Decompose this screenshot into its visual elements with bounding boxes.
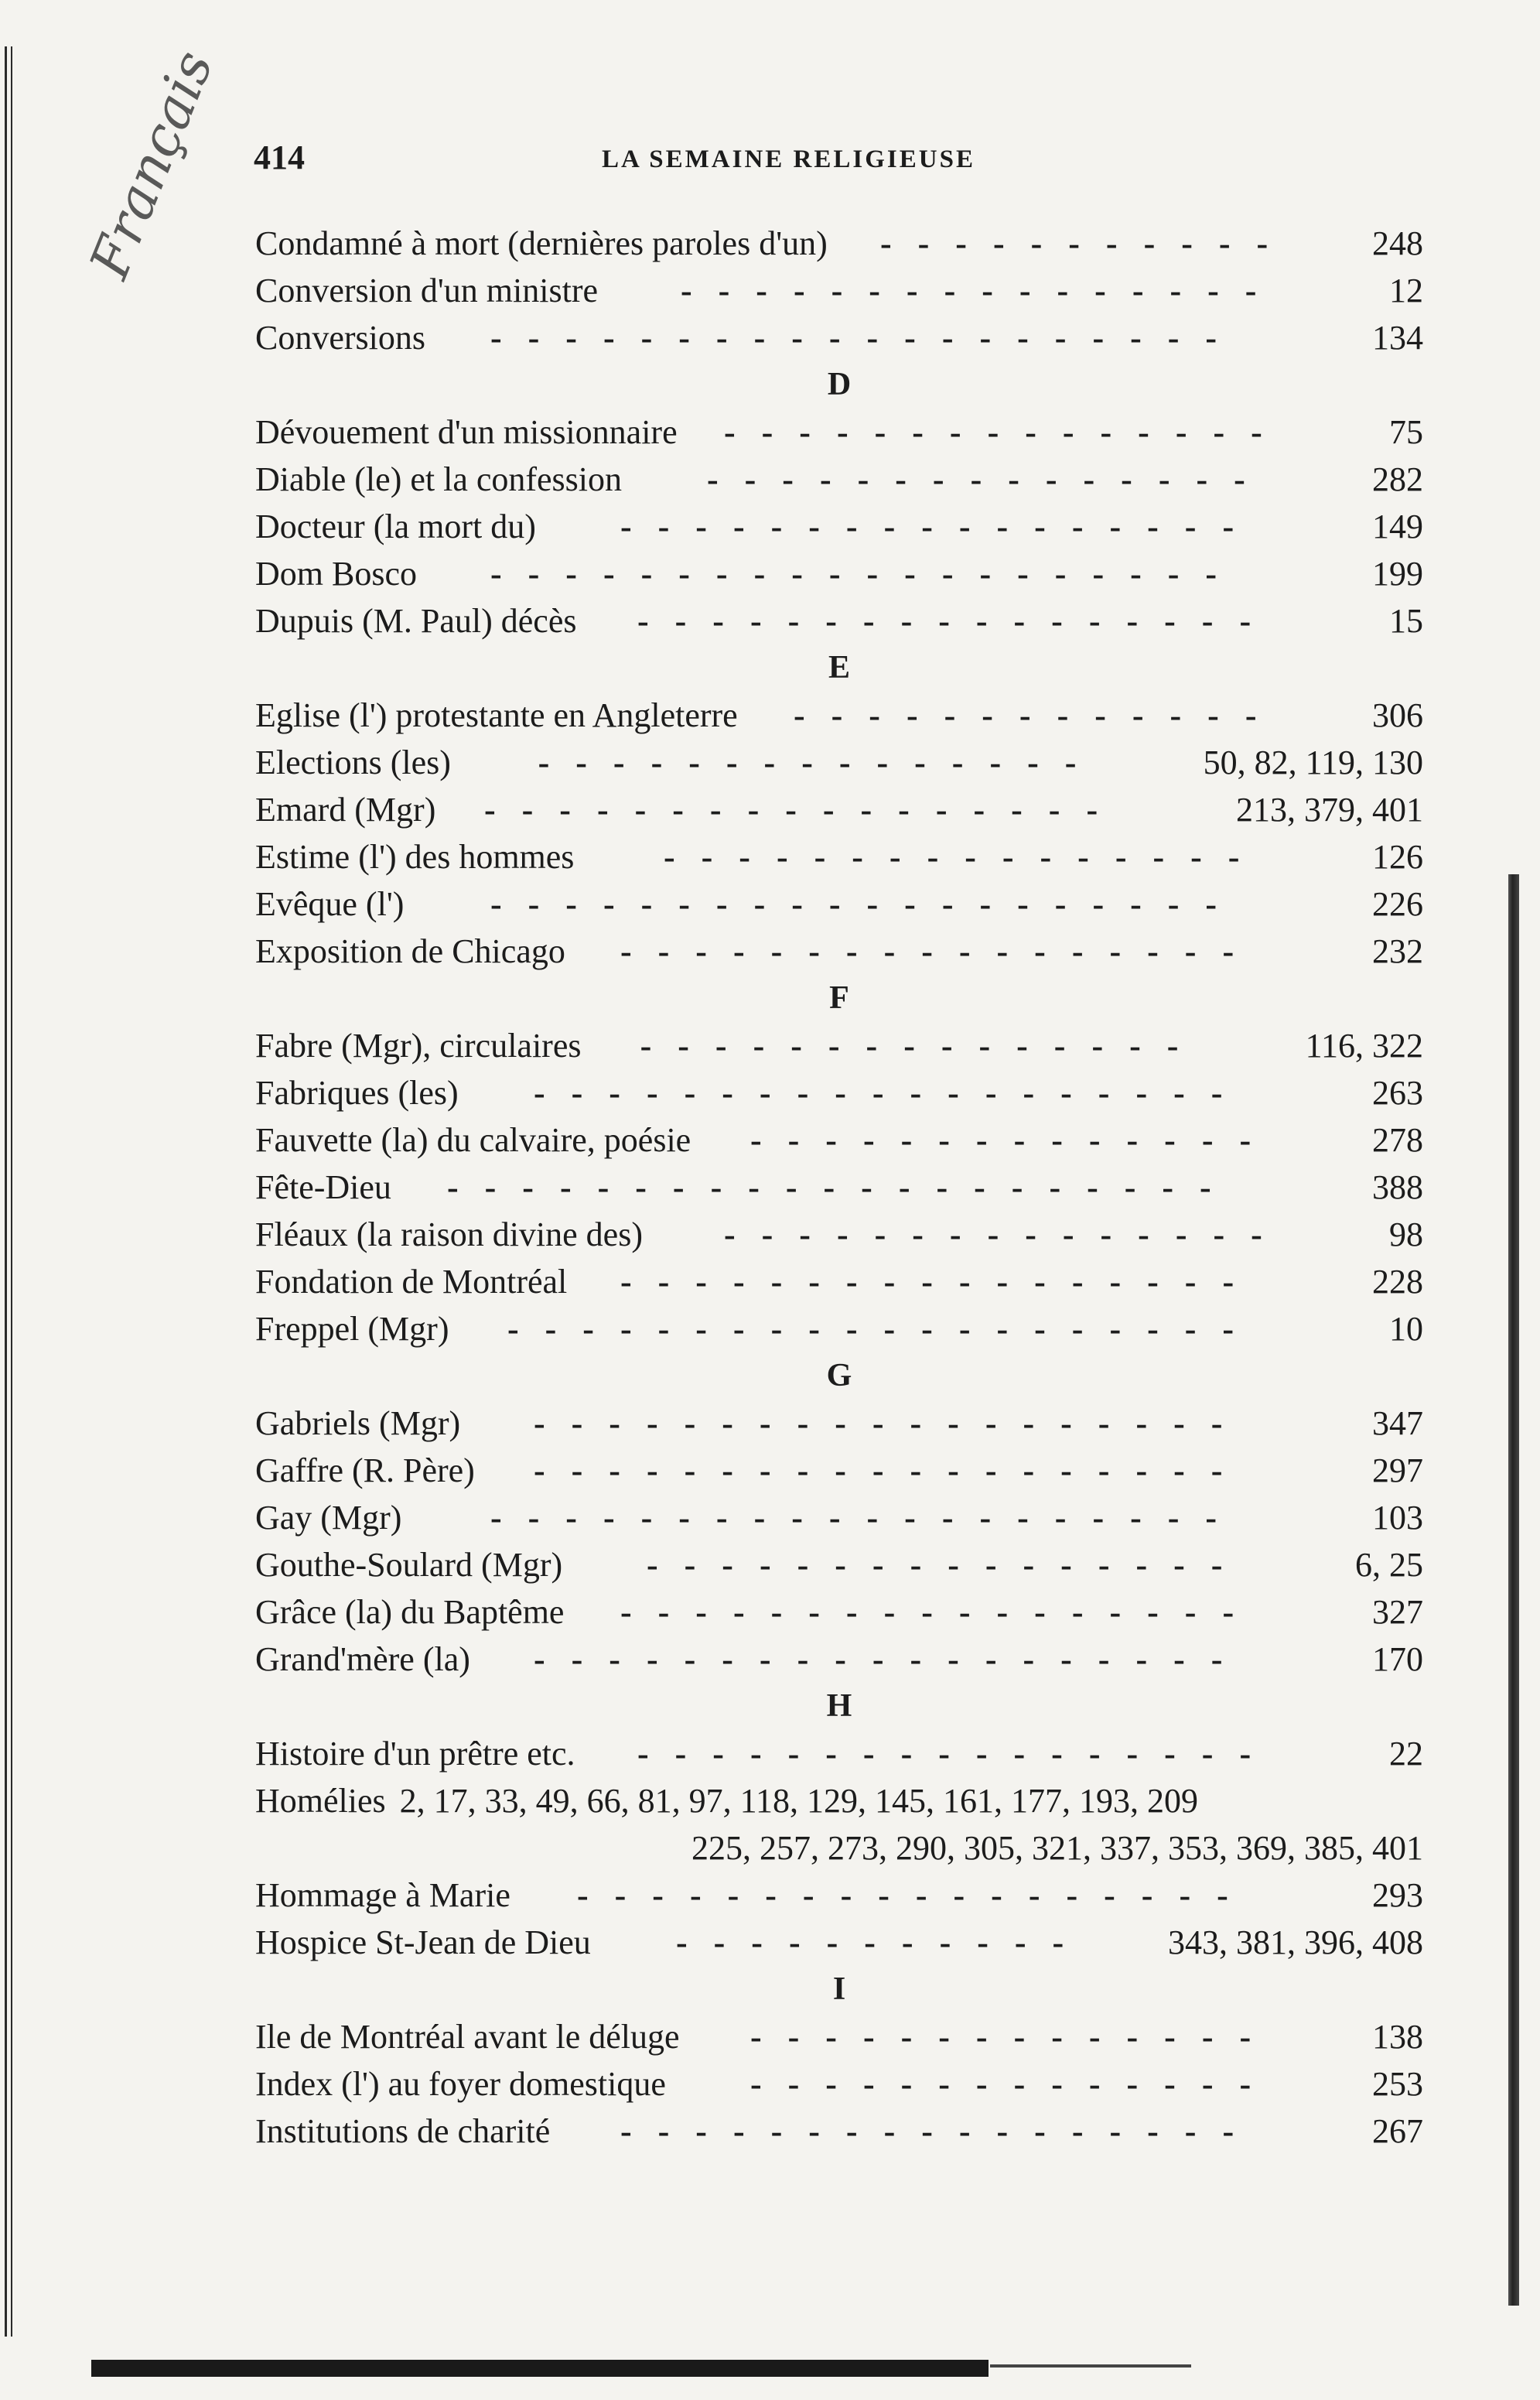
index-entry <box>255 1069 1423 1116</box>
entry-term: Fabre (Mgr), circulaires <box>255 1027 582 1065</box>
entry-term: Exposition de Chicago <box>255 932 565 970</box>
index-entry <box>255 1777 1423 1824</box>
dot-leaders: ------------------- <box>534 1074 1249 1112</box>
index-entry <box>255 2013 1423 2060</box>
index-entry <box>255 833 1423 880</box>
entry-pages: 228 <box>1372 1263 1423 1301</box>
entry-term: Hommage à Marie <box>255 1876 510 1914</box>
entry-pages: 282 <box>1372 460 1423 498</box>
dot-leaders: --------------- <box>707 460 1272 498</box>
entry-term: Gabriels (Mgr) <box>255 1404 461 1442</box>
index-entry <box>255 503 1423 550</box>
entry-term: Dupuis (M. Paul) décès <box>255 602 577 640</box>
index-entry <box>255 739 1423 786</box>
index-entry <box>255 1400 1423 1447</box>
dot-leaders: ----------------- <box>620 508 1261 545</box>
entry-term: Dévouement d'un missionnaire <box>255 413 678 451</box>
dot-leaders: -------------------- <box>490 885 1244 923</box>
dot-leaders: -------------------- <box>490 555 1244 593</box>
dot-leaders: ------------- <box>794 696 1283 734</box>
index-entry <box>255 1164 1423 1211</box>
entry-pages: 278 <box>1372 1121 1423 1159</box>
index-entry <box>255 2060 1423 2108</box>
dot-leaders: --------------- <box>724 1215 1289 1253</box>
dot-leaders: --------------------- <box>447 1168 1238 1206</box>
entry-pages: 134 <box>1372 319 1423 357</box>
section-letter: E <box>828 650 850 685</box>
entry-term: Fête-Dieu <box>255 1168 391 1206</box>
entry-term: Histoire d'un prêtre etc. <box>255 1735 575 1773</box>
dot-leaders: -------------- <box>750 1121 1278 1159</box>
dot-leaders: ----------------- <box>620 1593 1261 1631</box>
index-entry <box>255 928 1423 975</box>
dot-leaders: ---------------- <box>647 1546 1249 1584</box>
index-entry <box>255 1116 1423 1164</box>
entry-term: Fléaux (la raison divine des) <box>255 1215 643 1253</box>
entry-pages: 327 <box>1372 1593 1423 1631</box>
index-entry <box>255 1636 1423 1683</box>
entry-pages: 10 <box>1389 1310 1423 1348</box>
dot-leaders: --------------- <box>640 1027 1205 1065</box>
entry-pages: 343, 381, 396, 408 <box>1168 1923 1423 1961</box>
index-entry <box>255 1211 1423 1258</box>
entry-term: Grand'mère (la) <box>255 1640 470 1678</box>
entry-pages: 50, 82, 119, 130 <box>1203 744 1423 781</box>
entry-pages: 347 <box>1372 1404 1423 1442</box>
entry-term: Institutions de charité <box>255 2112 551 2150</box>
entry-term: Freppel (Mgr) <box>255 1310 449 1348</box>
section-letter: H <box>826 1688 852 1724</box>
entry-term: Docteur (la mort du) <box>255 508 536 545</box>
dot-leaders: ----------------- <box>637 1735 1278 1773</box>
entry-pages: 98 <box>1389 1215 1423 1253</box>
entry-pages: 116, 322 <box>1305 1027 1423 1065</box>
index-entry <box>255 409 1423 456</box>
entry-pages: 267 <box>1372 2112 1423 2150</box>
entry-pages: 6, 25 <box>1355 1546 1423 1584</box>
page-number: 414 <box>254 138 305 176</box>
dot-leaders: ----------------- <box>620 2112 1261 2150</box>
index-entry <box>255 1022 1423 1069</box>
index-entry <box>255 692 1423 739</box>
index-entry <box>255 1872 1423 1919</box>
entry-term: Dom Bosco <box>255 555 417 593</box>
entry-pages: 232 <box>1372 932 1423 970</box>
index-entry <box>255 597 1423 644</box>
index-entry <box>255 786 1423 833</box>
entry-pages: 149 <box>1372 508 1423 545</box>
entry-pages: 253 <box>1372 2065 1423 2103</box>
section-letter: D <box>827 367 852 402</box>
index-entry <box>255 267 1423 314</box>
entry-pages: 225, 257, 273, 290, 305, 321, 337, 353, 369, 385, 401 <box>691 1829 1423 1867</box>
entry-term: Elections (les) <box>255 744 451 781</box>
index-entry <box>255 456 1423 503</box>
entry-pages: 103 <box>1372 1499 1423 1537</box>
entry-term: Hospice St-Jean de Dieu <box>255 1923 591 1961</box>
entry-term: Emard (Mgr) <box>255 791 436 829</box>
entry-pages: 22 <box>1389 1735 1423 1773</box>
dot-leaders: ------------------- <box>534 1451 1249 1489</box>
entry-term: Fabriques (les) <box>255 1074 459 1112</box>
index-entry <box>255 880 1423 928</box>
entry-term: Estime (l') des hommes <box>255 838 575 876</box>
page-edge-rule <box>5 46 7 2337</box>
entry-pages: 126 <box>1372 838 1423 876</box>
entry-term: Grâce (la) du Baptême <box>255 1593 565 1631</box>
index-entry <box>255 1919 1423 1966</box>
dot-leaders: -------------- <box>750 2018 1278 2056</box>
entry-pages: 297 <box>1372 1451 1423 1489</box>
entry-pages: 213, 379, 401 <box>1236 791 1423 829</box>
index-entry <box>255 1494 1423 1541</box>
dot-leaders: ---------------- <box>681 272 1283 309</box>
entry-term: Ile de Montréal avant le déluge <box>255 2018 680 2056</box>
entry-pages: 138 <box>1372 2018 1423 2056</box>
dot-leaders: -------------------- <box>490 1499 1244 1537</box>
index-entry <box>255 2108 1423 2155</box>
bottom-edge-rule <box>990 2364 1191 2368</box>
dot-leaders: ------------------ <box>577 1876 1255 1914</box>
dot-leaders: -------------------- <box>490 319 1244 357</box>
dot-leaders: ----------------- <box>620 932 1261 970</box>
index-entry <box>255 550 1423 597</box>
entry-pages: 248 <box>1372 224 1423 262</box>
entry-term: Diable (le) et la confession <box>255 460 623 498</box>
entry-pages: 263 <box>1372 1074 1423 1112</box>
dot-leaders: --------------- <box>724 413 1289 451</box>
section-letter: G <box>826 1358 852 1393</box>
running-title: LA SEMAINE RELIGIEUSE <box>602 145 975 173</box>
index-entry <box>255 1258 1423 1305</box>
section-letter: I <box>832 1971 846 2007</box>
dot-leaders: --------------- <box>538 744 1103 781</box>
entry-term: Index (l') au foyer domestique <box>255 2065 666 2103</box>
index-entry <box>255 220 1423 267</box>
index-entry <box>255 314 1423 361</box>
page-header <box>254 138 1423 184</box>
handwritten-margin-note: Français <box>77 42 226 287</box>
entry-pages: 15 <box>1389 602 1423 640</box>
index-entry <box>255 1588 1423 1636</box>
dot-leaders: ----------- <box>676 1923 1091 1961</box>
page-edge-rule <box>11 46 12 2337</box>
index-list <box>255 220 1423 2155</box>
dot-leaders: -------------------- <box>507 1310 1261 1348</box>
entry-pages: 12 <box>1389 272 1423 309</box>
entry-pages: 226 <box>1372 885 1423 923</box>
index-entry <box>255 1305 1423 1352</box>
dot-leaders: ---------------- <box>664 838 1266 876</box>
section-letter: F <box>829 980 849 1016</box>
entry-term: Gouthe-Soulard (Mgr) <box>255 1546 563 1584</box>
entry-term: Gay (Mgr) <box>255 1499 402 1537</box>
entry-term: Gaffre (R. Père) <box>255 1451 475 1489</box>
entry-term: Eglise (l') protestante en Angleterre <box>255 696 738 734</box>
dot-leaders: ------------------- <box>534 1640 1249 1678</box>
dot-leaders: ----------------- <box>620 1263 1261 1301</box>
dot-leaders: ----------------- <box>637 602 1278 640</box>
entry-pages: 75 <box>1389 413 1423 451</box>
index-entry <box>255 1541 1423 1588</box>
dot-leaders: ----------------- <box>484 791 1125 829</box>
entry-pages: 170 <box>1372 1640 1423 1678</box>
entry-term: Fondation de Montréal <box>255 1263 568 1301</box>
entry-term: Conversions <box>255 319 425 357</box>
dot-leaders: ------------------- <box>534 1404 1249 1442</box>
bottom-edge-rule <box>91 2360 989 2377</box>
entry-term: Evêque (l') <box>255 885 405 923</box>
entry-term: Conversion d'un ministre <box>255 272 599 309</box>
entry-pages: 388 <box>1372 1168 1423 1206</box>
right-edge-shadow <box>1508 874 1519 2306</box>
entry-term: Homélies <box>255 1782 386 1820</box>
index-entry <box>255 1730 1423 1777</box>
dot-leaders: -------------- <box>750 2065 1278 2103</box>
index-entry-continuation <box>255 1824 1423 1872</box>
entry-term: Condamné à mort (dernières paroles d'un) <box>255 224 828 262</box>
dot-leaders: ----------- <box>880 224 1295 262</box>
entry-pages: 306 <box>1372 696 1423 734</box>
entry-pages: 293 <box>1372 1876 1423 1914</box>
entry-term: Fauvette (la) du calvaire, poésie <box>255 1121 691 1159</box>
index-entry <box>255 1447 1423 1494</box>
entry-pages: 199 <box>1372 555 1423 593</box>
entry-pages: 2, 17, 33, 49, 66, 81, 97, 118, 129, 145, 161, 177, 193, 209 <box>399 1782 1198 1820</box>
